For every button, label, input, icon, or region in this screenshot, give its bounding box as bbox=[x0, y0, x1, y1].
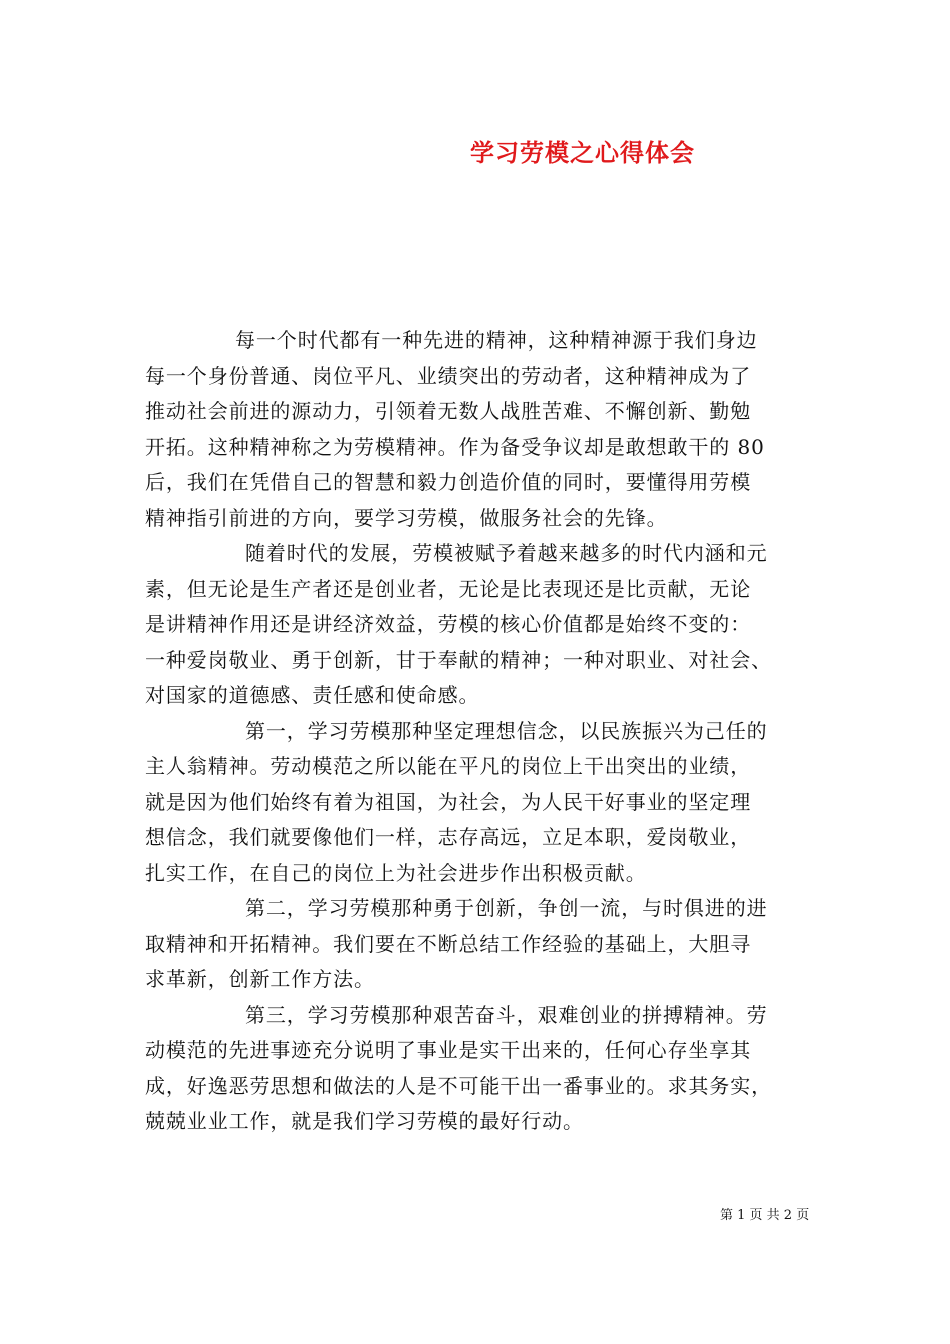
paragraph-line: 精神指引前进的方向，要学习劳模，做服务社会的先锋。 bbox=[145, 505, 668, 530]
paragraph-line: 主人翁精神。劳动模范之所以能在平凡的岗位上干出突出的业绩， bbox=[145, 754, 752, 778]
document-title: 学习劳模之心得体会 bbox=[470, 138, 695, 167]
paragraph-line: 第二，学习劳模那种勇于创新，争创一流，与时俱进的进 bbox=[245, 896, 768, 920]
paragraph-line: 第一，学习劳模那种坚定理想信念，以民族振兴为己任的 bbox=[245, 718, 768, 743]
paragraph-line: 一种爱岗敬业、勇于创新，甘于奉献的精神；一种对职业、对社会、 bbox=[145, 647, 772, 672]
paragraph-line: 开拓。这种精神称之为劳模精神。作为备受争议却是敢想敢干的 80 bbox=[145, 434, 765, 459]
paragraph-line: 求革新，创新工作方法。 bbox=[145, 967, 375, 991]
paragraph-line: 随着时代的发展，劳模被赋予着越来越多的时代内涵和元 bbox=[245, 541, 768, 565]
paragraph-line: 推动社会前进的源动力，引领着无数人战胜苦难、不懈创新、勤勉 bbox=[145, 399, 752, 423]
paragraph-line: 后，我们在凭借自己的智慧和毅力创造价值的同时，要懂得用劳模 bbox=[145, 470, 752, 494]
paragraph-line: 想信念，我们就要像他们一样，志存高远，立足本职，爱岗敬业， bbox=[145, 825, 752, 849]
paragraph-line: 是讲精神作用还是讲经济效益，劳模的核心价值都是始终不变的： bbox=[145, 612, 752, 636]
paragraph-line: 对国家的道德感、责任感和使命感。 bbox=[145, 683, 480, 707]
document-body bbox=[145, 323, 815, 1140]
paragraph-line: 第三，学习劳模那种艰苦奋斗，艰难创业的拼搏精神。劳 bbox=[245, 1002, 768, 1027]
paragraph-line: 每一个身份普通、岗位平凡、业绩突出的劳动者，这种精神成为了 bbox=[145, 363, 752, 388]
paragraph-line: 成，好逸恶劳思想和做法的人是不可能干出一番事业的。求其务实， bbox=[145, 1073, 772, 1098]
page-footer: 第 1 页 共 2 页 bbox=[720, 1208, 810, 1223]
paragraph-line: 素，但无论是生产者还是创业者，无论是比表现还是比贡献，无论 bbox=[145, 576, 752, 601]
paragraph-line: 取精神和开拓精神。我们要在不断总结工作经验的基础上，大胆寻 bbox=[145, 931, 752, 956]
paragraph-line: 每一个时代都有一种先进的精神，这种精神源于我们身边 bbox=[235, 328, 758, 352]
paragraph-line: 兢兢业业工作，就是我们学习劳模的最好行动。 bbox=[145, 1109, 584, 1133]
paragraph-line: 就是因为他们始终有着为祖国，为社会，为人民干好事业的坚定理 bbox=[145, 789, 752, 814]
paragraph-line: 动模范的先进事迹充分说明了事业是实干出来的，任何心存坐享其 bbox=[145, 1038, 752, 1062]
paragraph-line: 扎实工作，在自己的岗位上为社会进步作出积极贡献。 bbox=[145, 860, 647, 885]
